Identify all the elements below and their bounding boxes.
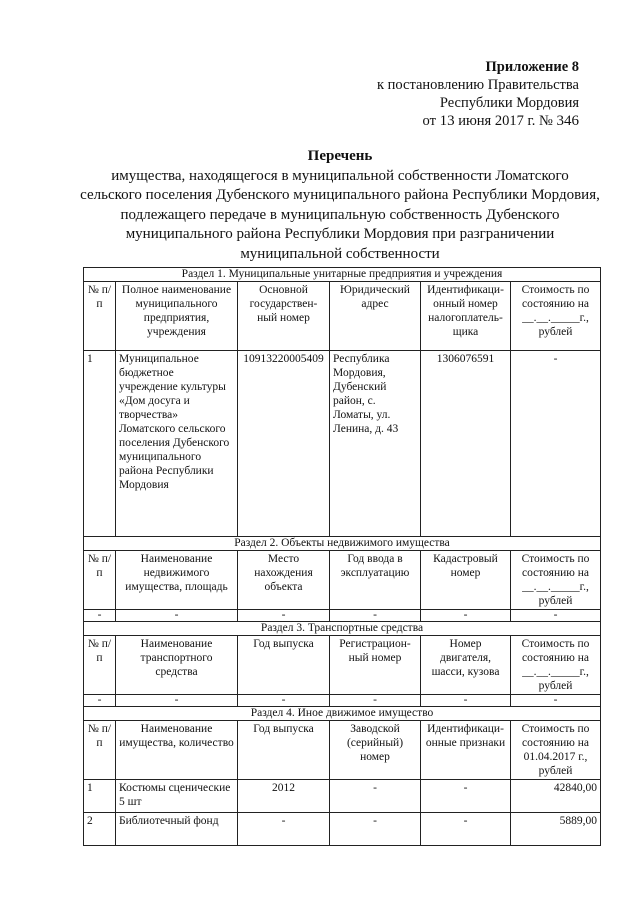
column-header: № п/п — [84, 282, 116, 351]
table-row — [84, 695, 601, 707]
table-cell: 10913220005409 — [238, 351, 330, 537]
table-cell: - — [238, 610, 330, 622]
section-title: Раздел 2. Объекты недвижимого имущества — [84, 537, 601, 551]
section-title-row — [84, 707, 601, 721]
column-header: Идентификаци-онный номер налогоплатель-щика — [421, 282, 511, 351]
table-cell: Библиотечный фонд — [116, 813, 238, 846]
table-row — [84, 780, 601, 813]
title-body: имущества, находящегося в муниципальной собственности Ломатского сельского поселения Дубенского муниципального района Республики Мордовия, подлежащего передаче в муниципальную собственность Дубенского муниципального района Республики Мордовия при разграничении муниципальной собственности — [80, 167, 600, 262]
column-header: Регистрацион-ный номер — [330, 636, 421, 695]
column-header: Юридический адрес — [330, 282, 421, 351]
column-header: Полное наименование муниципального предприятия, учреждения — [116, 282, 238, 351]
section-title-row — [84, 537, 601, 551]
property-table — [83, 267, 601, 846]
document-header — [319, 58, 579, 130]
table-cell: - — [238, 695, 330, 707]
table-cell: 1306076591 — [421, 351, 511, 537]
section-title-row — [84, 268, 601, 282]
column-header: Место нахождения объекта — [238, 551, 330, 610]
table-cell: - — [330, 813, 421, 846]
column-header: Заводской (серийный) номер — [330, 721, 421, 780]
column-header: Стоимость по состоянию на __.__._____г., рублей — [511, 282, 601, 351]
column-header: Год выпуска — [238, 636, 330, 695]
table-header-row — [84, 636, 601, 695]
table-cell: - — [84, 695, 116, 707]
table-cell: 2012 — [238, 780, 330, 813]
column-header: Наименование имущества, количество — [116, 721, 238, 780]
column-header: № п/п — [84, 636, 116, 695]
section-title: Раздел 3. Транспортные средства — [84, 622, 601, 636]
table-cell: - — [421, 610, 511, 622]
table-cell: Республика Мордовия, Дубенский район, с. Ломаты, ул. Ленина, д. 43 — [330, 351, 421, 537]
column-header: Стоимость по состоянию на __.__._____г., рублей — [511, 636, 601, 695]
table-cell: - — [421, 695, 511, 707]
table-cell: - — [238, 813, 330, 846]
table-cell: Муниципальное бюджетное учреждение культуры «Дом досуга и творчества» Ломатского сельского поселения Дубенского муниципального района Республики Мордовия — [116, 351, 238, 537]
column-header: Идентификаци-онные признаки — [421, 721, 511, 780]
table-cell: 5889,00 — [511, 813, 601, 846]
appendix-label: Приложение 8 — [485, 59, 579, 75]
column-header: Кадастровый номер — [421, 551, 511, 610]
table-cell: 1 — [84, 780, 116, 813]
table-header-row — [84, 551, 601, 610]
column-header: Номер двигателя, шасси, кузова — [421, 636, 511, 695]
table-header-row — [84, 282, 601, 351]
section-title: Раздел 1. Муниципальные унитарные предприятия и учреждения — [84, 268, 601, 282]
table-cell: 2 — [84, 813, 116, 846]
section-title-row — [84, 622, 601, 636]
column-header: № п/п — [84, 551, 116, 610]
column-header: Стоимость по состоянию на __.__._____г., рублей — [511, 551, 601, 610]
table-cell: - — [84, 610, 116, 622]
table-row — [84, 813, 601, 846]
table-cell: - — [330, 780, 421, 813]
table-cell: - — [116, 610, 238, 622]
column-header: Год выпуска — [238, 721, 330, 780]
resolution-number: 346 — [556, 113, 579, 129]
table-cell: - — [511, 351, 601, 537]
column-header: Стоимость по состоянию на 01.04.2017 г., рублей — [511, 721, 601, 780]
resolution-line: к постановлению Правительства — [377, 77, 579, 93]
date-prefix: от — [422, 113, 436, 129]
table-cell: - — [511, 695, 601, 707]
table-row — [84, 610, 601, 622]
table-cell: - — [511, 610, 601, 622]
title-heading: Перечень — [307, 148, 373, 164]
column-header: Основной государствен-ный номер — [238, 282, 330, 351]
table-cell: - — [330, 695, 421, 707]
column-header: № п/п — [84, 721, 116, 780]
column-header: Наименование недвижимого имущества, площадь — [116, 551, 238, 610]
government-line: Республики Мордовия — [439, 95, 579, 111]
table-cell: 42840,00 — [511, 780, 601, 813]
table-cell: Костюмы сценические 5 шт — [116, 780, 238, 813]
table-header-row — [84, 721, 601, 780]
document-title — [80, 147, 600, 264]
section-title: Раздел 4. Иное движимое имущество — [84, 707, 601, 721]
date-line — [319, 112, 579, 130]
table-cell: - — [116, 695, 238, 707]
date-day: 13 — [439, 113, 455, 129]
table-cell: - — [330, 610, 421, 622]
table-cell: - — [421, 813, 511, 846]
table-row — [84, 351, 601, 537]
column-header: Год ввода в эксплуатацию — [330, 551, 421, 610]
table-cell: - — [421, 780, 511, 813]
date-rest: июня 2017 г. № — [458, 113, 553, 129]
table-cell: 1 — [84, 351, 116, 537]
column-header: Наименование транспортного средства — [116, 636, 238, 695]
